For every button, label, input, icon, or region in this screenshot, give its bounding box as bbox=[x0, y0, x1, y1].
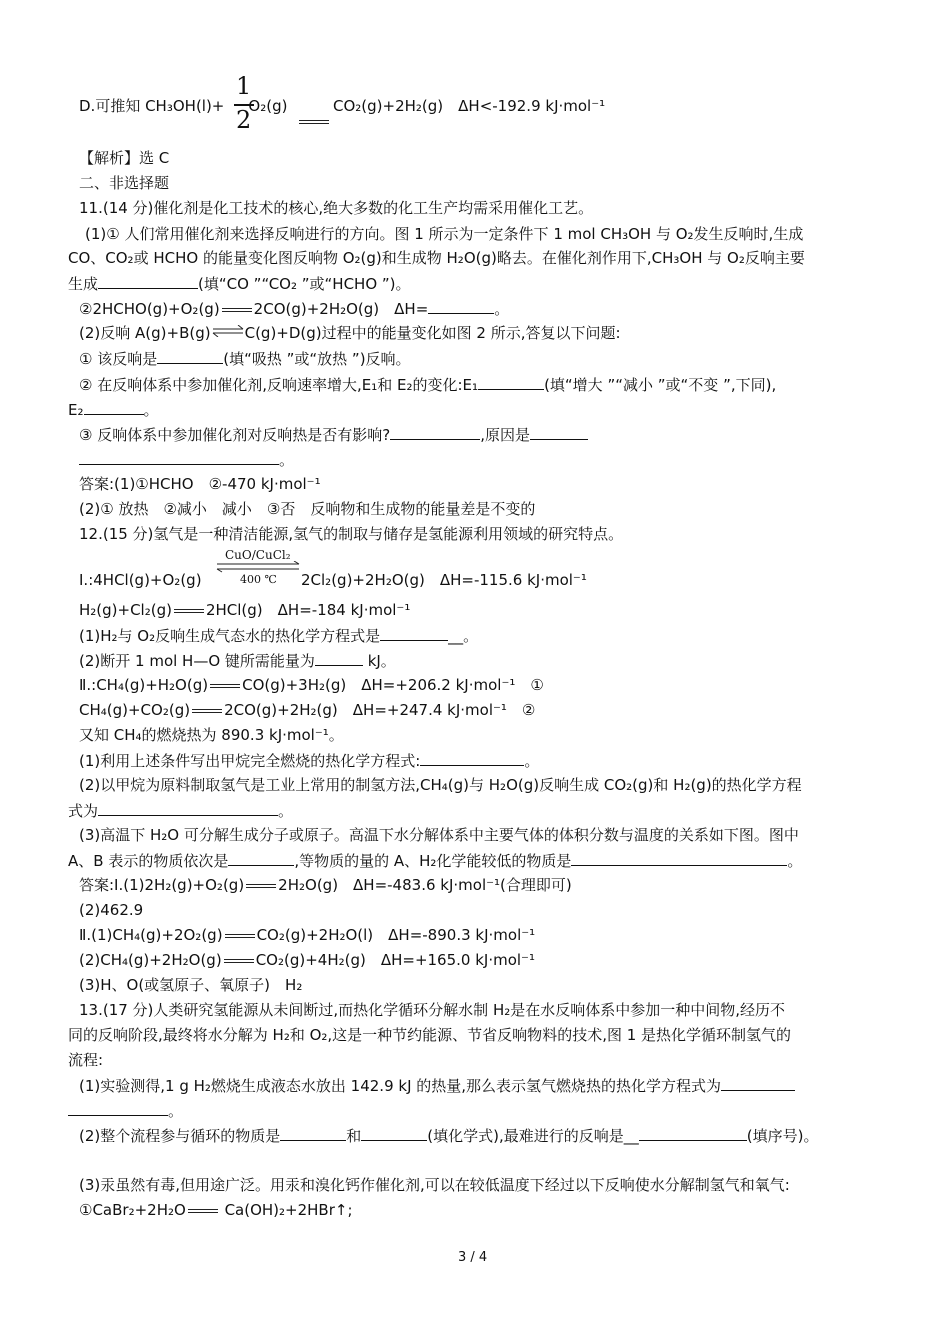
answer-blank[interactable] bbox=[98, 800, 278, 816]
page-number: 3 / 4 bbox=[458, 1250, 488, 1265]
q11-p2b bbox=[79, 348, 411, 369]
answer-blank[interactable] bbox=[280, 1125, 346, 1141]
q13-l8-post: Ca(OH)₂+2HBr↑; bbox=[219, 1201, 353, 1219]
q12-i3-post: __。 bbox=[448, 627, 479, 645]
q12-ii5b-pre: 式为 bbox=[68, 802, 99, 820]
q12-i3-pre: (1)H₂与 O₂反响生成气态水的热化学方程式是 bbox=[79, 627, 381, 645]
q12-ii4-pre: (1)利用上述条件写出甲烷完全燃烧的热化学方程式: bbox=[79, 752, 421, 770]
q13-l4-pre: (1)实验测得,1 g H₂燃烧生成液态水放出 142.9 kJ 的热量,那么表示氢气燃烧热的热化学方程式为 bbox=[79, 1077, 722, 1095]
option-d-oxygen: O₂(g) bbox=[248, 97, 288, 115]
q11-p2f-post: 。 bbox=[279, 451, 295, 469]
analysis-line: 【解析】选 C bbox=[79, 149, 170, 167]
q12-i-eq: Ⅰ.:4HCl(g)+O₂(g) bbox=[79, 571, 202, 589]
q12-title: 12.(15 分)氢气是一种清洁能源,氢气的制取与储存是氢能源利用领域的研究特点。 bbox=[79, 525, 624, 543]
q12-ii1-pre: Ⅱ.:CH₄(g)+H₂O(g) bbox=[79, 676, 209, 694]
q12-answer4 bbox=[79, 950, 535, 970]
q12-i2 bbox=[79, 600, 410, 620]
q11-title: 11.(14 分)催化剂是化工技术的核心,绝大多数的化工生产均需采用催化工艺。 bbox=[79, 199, 594, 217]
equilibrium-arrow-icon bbox=[211, 325, 245, 337]
answer-blank[interactable] bbox=[157, 348, 223, 364]
q13-l6-mid1: 和 bbox=[346, 1127, 362, 1145]
q11-p1d-pre: ②2HCHO(g)+O₂(g) bbox=[79, 300, 220, 318]
answer-blank[interactable] bbox=[361, 1125, 427, 1141]
equals-sign bbox=[192, 709, 222, 713]
q11-p1d bbox=[79, 298, 509, 319]
q12-ii6a: (3)高温下 H₂O 可分解生成分子或原子。高温下水分解体系中主要气体的体积分数与温度的关系如下图。图中 bbox=[79, 826, 799, 844]
answer-blank[interactable] bbox=[478, 374, 544, 390]
equals-sign bbox=[225, 934, 255, 938]
equals-sign bbox=[299, 120, 329, 124]
option-d-products: CO₂(g)+2H₂(g) ΔH<-192.9 kJ·mol⁻¹ bbox=[333, 97, 606, 115]
q12-ans4-post: CO₂(g)+4H₂(g) ΔH=+165.0 kJ·mol⁻¹ bbox=[255, 951, 535, 969]
q11-p2d bbox=[68, 399, 159, 420]
answer-blank[interactable] bbox=[98, 273, 198, 289]
q12-answer5: (3)H、O(或氢原子、氧原子) H₂ bbox=[79, 976, 303, 994]
q11-p2a-pre: (2)反响 A(g)+B(g) bbox=[79, 324, 211, 342]
q12-ii6b-post: 。 bbox=[787, 852, 803, 870]
q12-ii5b bbox=[68, 800, 293, 821]
q12-ii6b-mid: ,等物质的量的 A、H₂化学能较低的物质是 bbox=[294, 852, 572, 870]
fraction-numerator: 1 bbox=[236, 72, 252, 100]
q11-answer1: 答案:(1)①HCHO ②-470 kJ·mol⁻¹ bbox=[79, 475, 321, 493]
q13-line3: 流程: bbox=[68, 1051, 104, 1069]
q13-line4 bbox=[79, 1075, 795, 1096]
answer-blank[interactable] bbox=[68, 1100, 168, 1116]
q12-i4-pre: (2)断开 1 mol H—O 键所需能量为 bbox=[79, 652, 315, 670]
answer-blank[interactable] bbox=[228, 850, 294, 866]
equals-sign bbox=[188, 1209, 218, 1213]
q12-answer1 bbox=[79, 875, 572, 895]
q11-p2c-pre: ② 在反响体系中参加催化剂,反响速率增大,E₁和 E₂的变化:E₁ bbox=[79, 376, 479, 394]
answer-blank[interactable] bbox=[428, 298, 494, 314]
q13-l5-post: 。 bbox=[168, 1102, 184, 1120]
q12-ans3-pre: Ⅱ.(1)CH₄(g)+2O₂(g) bbox=[79, 926, 223, 944]
q12-ii5a: (2)以甲烷为原料制取氢气是工业上常用的制氢方法,CH₄(g)与 H₂O(g)反响生成 CO₂(g)和 H₂(g)的热化学方程 bbox=[79, 776, 802, 794]
q12-ii6b bbox=[68, 850, 802, 871]
q12-i2-pre: H₂(g)+Cl₂(g) bbox=[79, 601, 172, 619]
q13-line8 bbox=[79, 1200, 353, 1220]
q12-i4 bbox=[79, 650, 396, 671]
equals-sign bbox=[222, 308, 252, 312]
q11-p1b: CO、CO₂或 HCHO 的能量变化图反响物 O₂(g)和生成物 H₂O(g)略去。在催化剂作用下,CH₃OH 与 O₂反响主要 bbox=[68, 249, 805, 267]
catalyst-top: CuO/CuCl₂ bbox=[225, 548, 291, 562]
q11-p2a-post: C(g)+D(g)过程中的能量变化如图 2 所示,答复以下问题: bbox=[244, 324, 621, 342]
q11-p2e-mid: ,原因是 bbox=[480, 426, 530, 444]
answer-blank[interactable] bbox=[84, 399, 144, 415]
equals-sign bbox=[210, 684, 240, 688]
q11-p2b-post: (填“吸热 ”或“放热 ”)反响。 bbox=[223, 350, 411, 368]
q13-l6-post: (填序号)。 bbox=[746, 1127, 819, 1145]
q11-p2e-pre: ③ 反响体系中参加催化剂对反响热是否有影响? bbox=[79, 426, 391, 444]
option-d-prefix: D.可推知 CH₃OH(l)+ bbox=[79, 97, 225, 115]
equals-sign bbox=[174, 609, 204, 613]
q11-p2b-pre: ① 该反响是 bbox=[79, 350, 158, 368]
q13-l6-mid3: __ bbox=[623, 1127, 639, 1145]
q12-ii6b-pre: A、B 表示的物质依次是 bbox=[68, 852, 229, 870]
answer-blank[interactable] bbox=[380, 625, 448, 641]
q13-line7: (3)汞虽然有毒,但用途广泛。用汞和溴化钙作催化剂,可以在较低温度下经过以下反响使水分解制氢气和氧气: bbox=[79, 1176, 790, 1194]
answer-blank[interactable] bbox=[420, 750, 524, 766]
section-heading: 二、非选择题 bbox=[79, 174, 170, 192]
q13-l8-pre: ①CaBr₂+2H₂O bbox=[79, 1201, 186, 1219]
q12-ans1-pre: 答案:Ⅰ.(1)2H₂(g)+O₂(g) bbox=[79, 876, 245, 894]
q11-p2a bbox=[79, 323, 621, 343]
q13-l6-mid2: (填化学式),最难进行的反响是 bbox=[427, 1127, 624, 1145]
q13-line5 bbox=[68, 1100, 183, 1121]
q12-ii2 bbox=[79, 700, 535, 720]
q12-answer3 bbox=[79, 925, 535, 945]
catalyst-bottom: 400 ℃ bbox=[240, 573, 277, 586]
answer-blank[interactable] bbox=[79, 449, 279, 465]
q12-ii2-post: 2CO(g)+2H₂(g) ΔH=+247.4 kJ·mol⁻¹ ② bbox=[224, 701, 536, 719]
answer-blank[interactable] bbox=[530, 424, 588, 440]
q12-ii5b-post: 。 bbox=[278, 802, 294, 820]
q12-answer2: (2)462.9 bbox=[79, 901, 144, 919]
equals-sign bbox=[246, 884, 276, 888]
answer-blank[interactable] bbox=[390, 424, 480, 440]
q11-p2f bbox=[79, 449, 294, 470]
q11-p1c bbox=[68, 273, 411, 294]
q12-i3 bbox=[79, 625, 478, 646]
answer-blank[interactable] bbox=[315, 650, 363, 666]
q11-p2c bbox=[79, 374, 776, 395]
q12-ans1-post: 2H₂O(g) ΔH=-483.6 kJ·mol⁻¹(合理即可) bbox=[278, 876, 572, 894]
q11-p1c-pre: 生成 bbox=[68, 275, 99, 293]
q11-answer2: (2)① 放热 ②减小 减小 ③否 反响物和生成物的能量差是不变的 bbox=[79, 500, 536, 518]
q13-line1: 13.(17 分)人类研究氢能源从未间断过,而热化学循环分解水制 H₂是在水反响体系中参加一种中间物,经历不 bbox=[79, 1001, 786, 1019]
q11-p2e bbox=[79, 424, 588, 445]
q13-l6-pre: (2)整个流程参与循环的物质是 bbox=[79, 1127, 281, 1145]
q11-p1d-mid: 2CO(g)+2H₂O(g) ΔH= bbox=[253, 300, 429, 318]
equals-sign bbox=[224, 959, 254, 963]
q12-i-eq-products: 2Cl₂(g)+2H₂O(g) ΔH=-115.6 kJ·mol⁻¹ bbox=[301, 571, 587, 589]
q12-i2-post: 2HCl(g) ΔH=-184 kJ·mol⁻¹ bbox=[205, 601, 411, 619]
q12-ii4-post: 。 bbox=[524, 752, 540, 770]
q11-p2c-post: (填“增大 ”“减小 ”或“不变 ”,下同), bbox=[544, 376, 777, 394]
answer-blank[interactable] bbox=[721, 1075, 795, 1091]
answer-blank[interactable] bbox=[571, 850, 787, 866]
q13-line6 bbox=[79, 1125, 818, 1146]
q12-ans4-pre: (2)CH₄(g)+2H₂O(g) bbox=[79, 951, 222, 969]
q12-ans3-post: CO₂(g)+2H₂O(l) ΔH=-890.3 kJ·mol⁻¹ bbox=[256, 926, 536, 944]
q12-ii2-pre: CH₄(g)+CO₂(g) bbox=[79, 701, 191, 719]
q11-p1a: (1)① 人们常用催化剂来选择反响进行的方向。图 1 所示为一定条件下 1 mol CH₃OH 与 O₂发生反响时,生成 bbox=[85, 225, 804, 243]
q12-ii3: 又知 CH₄的燃烧热为 890.3 kJ·mol⁻¹。 bbox=[79, 726, 344, 744]
q12-ii1 bbox=[79, 675, 544, 695]
q12-i4-post: kJ。 bbox=[362, 652, 396, 670]
option-d-text bbox=[79, 96, 287, 116]
q11-p2d-post: 。 bbox=[143, 401, 159, 419]
answer-blank[interactable] bbox=[639, 1125, 747, 1141]
q12-ii4 bbox=[79, 750, 539, 771]
fraction-denominator: 2 bbox=[236, 106, 252, 134]
q11-p1c-post: (填“CO ”“CO₂ ”或“HCHO ”)。 bbox=[198, 275, 411, 293]
q13-line2: 同的反响阶段,最终将水分解为 H₂和 O₂,这是一种节约能源、节省反响物料的技术,图 1 是热化学循环制氢气的 bbox=[68, 1026, 792, 1044]
q11-p2d-pre: E₂ bbox=[68, 401, 84, 419]
q12-ii1-post: CO(g)+3H₂(g) ΔH=+206.2 kJ·mol⁻¹ ① bbox=[242, 676, 544, 694]
q11-p1d-post: 。 bbox=[494, 300, 510, 318]
